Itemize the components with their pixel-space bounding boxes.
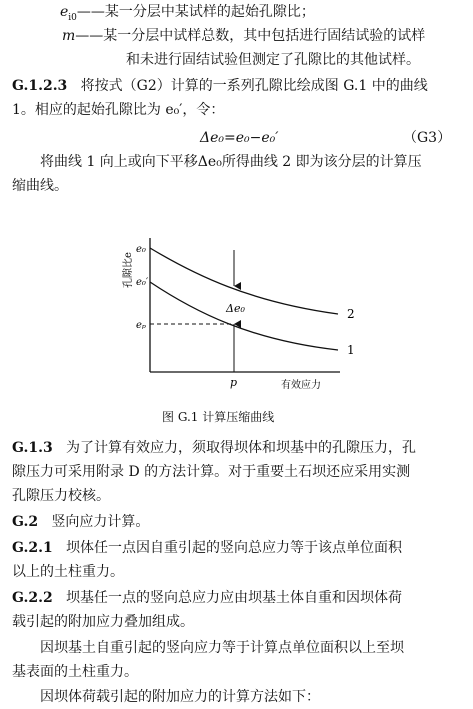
paragraph-g13-line2: 隙压力可采用附录 D 的方法计算。对于重要土石坝还应采用实测 xyxy=(12,464,411,480)
paragraph-g13-line1: G.1.3 为了计算有效应力，须取得坝体和坝基中的孔隙压力，孔 xyxy=(12,440,417,456)
paragraph-additional-stress: 因坝体荷载引起的附加应力的计算方法如下： xyxy=(40,689,320,705)
paragraph-shift-line2: 缩曲线。 xyxy=(12,178,68,194)
clause-number-g13: G.1.3 xyxy=(12,440,53,456)
definition-m-continued: 和未进行固结试验但测定了孔隙比的其他试样。 xyxy=(126,52,420,68)
label-e0-prime: e₀′ xyxy=(136,277,149,288)
definition-m-text: ——某一分层中试样总数，其中包括进行固结试验的试样 xyxy=(75,28,426,44)
figure-y-axis-label: 孔隙比e xyxy=(123,252,134,288)
symbol-ei0: e xyxy=(60,4,69,20)
symbol-m: m xyxy=(62,28,76,44)
label-ep: eₚ xyxy=(136,320,146,331)
clause-number-g22: G.2.2 xyxy=(12,590,53,606)
section-heading-g2 xyxy=(12,512,149,532)
symbol-ei0-subscript: i0 xyxy=(68,12,77,23)
paragraph-g21-line1: G.2.1 坝体任一点因自重引起的竖向总应力等于该点单位面积 xyxy=(12,540,403,556)
paragraph-shift-line1: 将曲线 1 向上或向下平移Δe₀所得曲线 2 即为该分层的计算压 xyxy=(40,154,422,170)
label-delta-e0: Δe₀ xyxy=(226,302,245,315)
paragraph-g123-line2: 1。相应的起始孔隙比为 e₀′，令： xyxy=(12,102,225,118)
label-e0: e₀ xyxy=(136,244,146,255)
figure-caption: 图 G.1 计算压缩曲线 xyxy=(162,410,275,424)
clause-number-g21: G.2.1 xyxy=(12,540,53,556)
label-p: p xyxy=(230,376,238,389)
definition-ei0-text: ——某一分层中某试样的起始孔隙比； xyxy=(76,4,315,20)
figure-x-axis-label: 有效应力 xyxy=(281,380,321,391)
paragraph-selfweight-line1: 因坝基土自重引起的竖向应力等于计算点单位面积以上至坝 xyxy=(40,640,404,656)
paragraph-selfweight-line2: 基表面的土柱重力。 xyxy=(12,664,138,680)
section-title-g2: 竖向应力计算。 xyxy=(51,514,150,530)
paragraph-g22-line1: G.2.2 坝基任一点的竖向总应力应由坝基土体自重和因坝体荷 xyxy=(12,590,403,606)
section-number-g2: G.2 xyxy=(12,514,39,530)
curve-1-label: 1 xyxy=(347,343,355,357)
clause-number-g123: G.1.2.3 xyxy=(12,78,68,94)
equation-label-g3: （G3） xyxy=(403,130,452,146)
paragraph-g13-line3: 孔隙压力校核。 xyxy=(12,488,110,504)
paragraph-g21-line2: 以上的土柱重力。 xyxy=(12,564,124,580)
curve-2-label: 2 xyxy=(347,307,355,321)
paragraph-g123-line1: G.1.2.3 将按式（G2）计算的一系列孔隙比绘成图 G.1 中的曲线 xyxy=(12,78,428,94)
paragraph-g22-line2: 载引起的附加应力叠加组成。 xyxy=(12,614,194,630)
equation-g3: Δe₀=e₀−e₀′ xyxy=(200,130,279,146)
